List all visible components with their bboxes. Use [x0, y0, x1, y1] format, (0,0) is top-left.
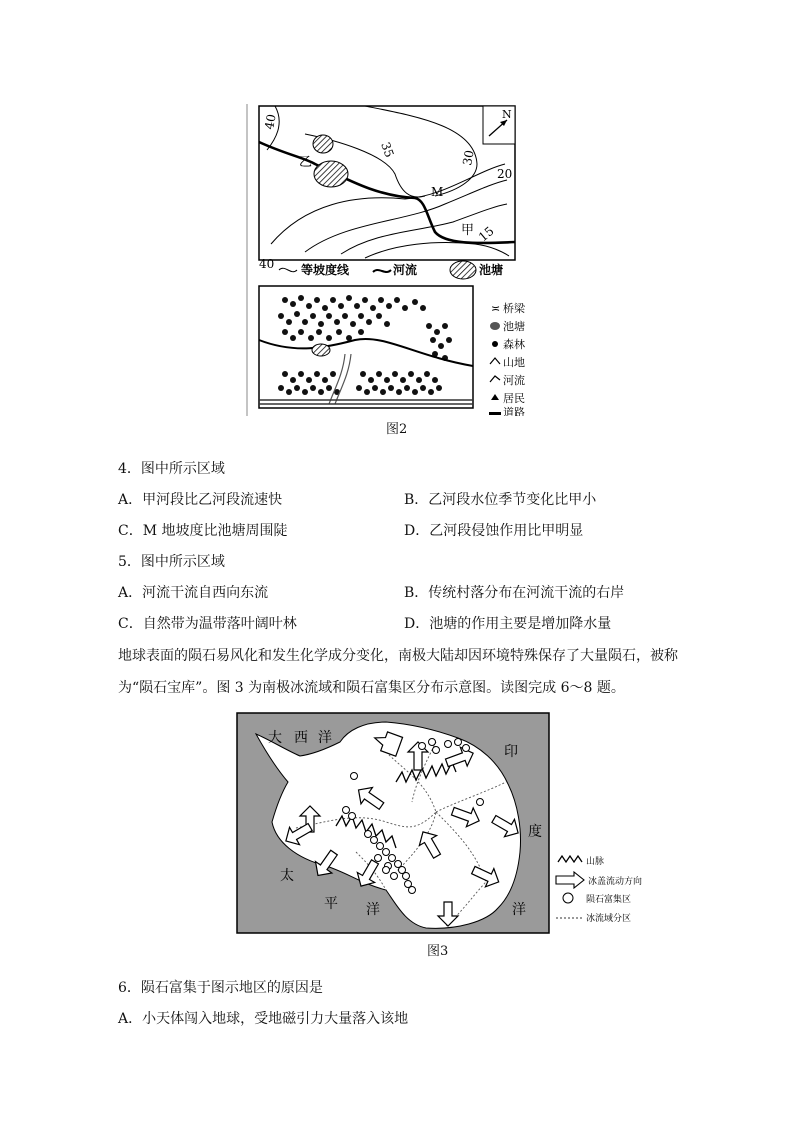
label-jia: 甲 [461, 223, 475, 238]
contour-label-15: 15 [475, 223, 497, 245]
figure-3-caption: 图3 [427, 944, 449, 959]
figure-2-svg [245, 104, 535, 416]
legend-contour-label: 等坡度线 [301, 263, 350, 277]
q4-option-c[interactable]: C．M 地坡度比池塘周围陡 [118, 523, 288, 539]
legend-house-icon [491, 394, 499, 400]
legend-meteorite: 陨石富集区 [586, 895, 632, 905]
legend-pond: 池塘 [503, 320, 525, 333]
q4-option-d[interactable]: D．乙河段侵蚀作用比甲明显 [404, 523, 584, 539]
q6-option-a[interactable]: A．小天体闯入地球，受地磁引力大量落入该地 [118, 1011, 409, 1027]
legend-mountain-range-icon [558, 856, 582, 862]
q4-stem: 4．图中所示区域 [118, 461, 225, 477]
legend-residents: 居民 [503, 392, 525, 405]
q5-stem: 5．图中所示区域 [118, 554, 225, 570]
ocean-label-yin: 印 [504, 744, 518, 760]
ocean-label-xi: 西 [294, 730, 308, 746]
figure-3-svg [236, 712, 656, 936]
ocean-label-du: 度 [528, 824, 542, 840]
figure-2 [245, 104, 535, 416]
top-legend [279, 261, 503, 279]
ocean-label-yang2: 洋 [366, 902, 380, 918]
legend-river-label: 河流 [393, 263, 418, 277]
q5-option-b[interactable]: B．传统村落分布在河流干流的右岸 [404, 585, 625, 601]
figure-2-caption: 图2 [386, 422, 408, 437]
passage-line-2: 为“陨石宝库”。图 3 为南极冰流域和陨石富集区分布示意图。读图完成 6～8 题。 [118, 680, 625, 696]
figure-3 [236, 712, 656, 936]
contour-label-35: 35 [378, 140, 397, 160]
contour-label-40a: 40 [262, 113, 279, 131]
figure-3-legend [556, 855, 642, 924]
legend-divide: 冰流域分区 [586, 914, 632, 924]
pond-upper [313, 135, 333, 153]
pond-lower [314, 161, 348, 187]
legend-bridge: 桥梁 [503, 302, 525, 315]
contour-map-frame [259, 106, 515, 260]
legend-pond-label: 池塘 [479, 263, 504, 277]
legend-river: 河流 [503, 374, 525, 387]
ocean-label-yang1: 洋 [318, 730, 332, 746]
q5-option-d[interactable]: D．池塘的作用主要是增加降水量 [404, 616, 612, 632]
q4-option-a[interactable]: A．甲河段比乙河段流速快 [118, 492, 283, 508]
ocean-label-yang3: 洋 [512, 902, 526, 918]
q5-option-c[interactable]: C．自然带为温带落叶阔叶林 [118, 616, 297, 632]
legend-road: 道路 [503, 406, 525, 416]
contour-legend-icon [279, 268, 297, 271]
bottom-legend [489, 301, 526, 416]
north-label: N [502, 108, 512, 121]
legend-mountain: 山地 [503, 356, 525, 369]
contour-label-30: 30 [460, 149, 477, 167]
legend-forest: 森林 [503, 338, 525, 351]
ocean-label-tai: 太 [280, 868, 294, 884]
q6-stem: 6．陨石富集于图示地区的原因是 [118, 980, 323, 996]
legend-flow: 冰盖流动方向 [588, 877, 643, 887]
label-yi: 乙 [299, 155, 313, 170]
q5-option-a[interactable]: A．河流干流自西向东流 [118, 585, 269, 601]
landuse-pond [312, 344, 330, 356]
river-legend-icon [373, 270, 391, 272]
legend-mountain-icon [490, 358, 500, 364]
legend-mountain-range: 山脉 [586, 857, 605, 867]
q4-option-b[interactable]: B．乙河段水位季节变化比甲小 [404, 492, 597, 508]
legend-river-icon [490, 376, 500, 382]
ocean-label-ping: 平 [324, 896, 338, 912]
legend-meteorite-icon [563, 893, 573, 903]
contour-label-40b: 40 [259, 257, 275, 271]
legend-pond-icon [490, 322, 500, 330]
contour-label-20: 20 [497, 167, 513, 181]
legend-forest-icon [492, 341, 498, 347]
pond-legend-icon [450, 261, 476, 279]
passage-line-1: 地球表面的陨石易风化和发生化学成分变化，南极大陆却因环境特殊保存了大量陨石，被称 [118, 648, 678, 664]
ocean-label-da: 大 [268, 730, 282, 746]
label-m: M [431, 185, 444, 199]
legend-road-icon [489, 412, 501, 415]
legend-bridge-icon: ≍ [491, 302, 501, 315]
legend-flow-arrow-icon [556, 872, 584, 888]
